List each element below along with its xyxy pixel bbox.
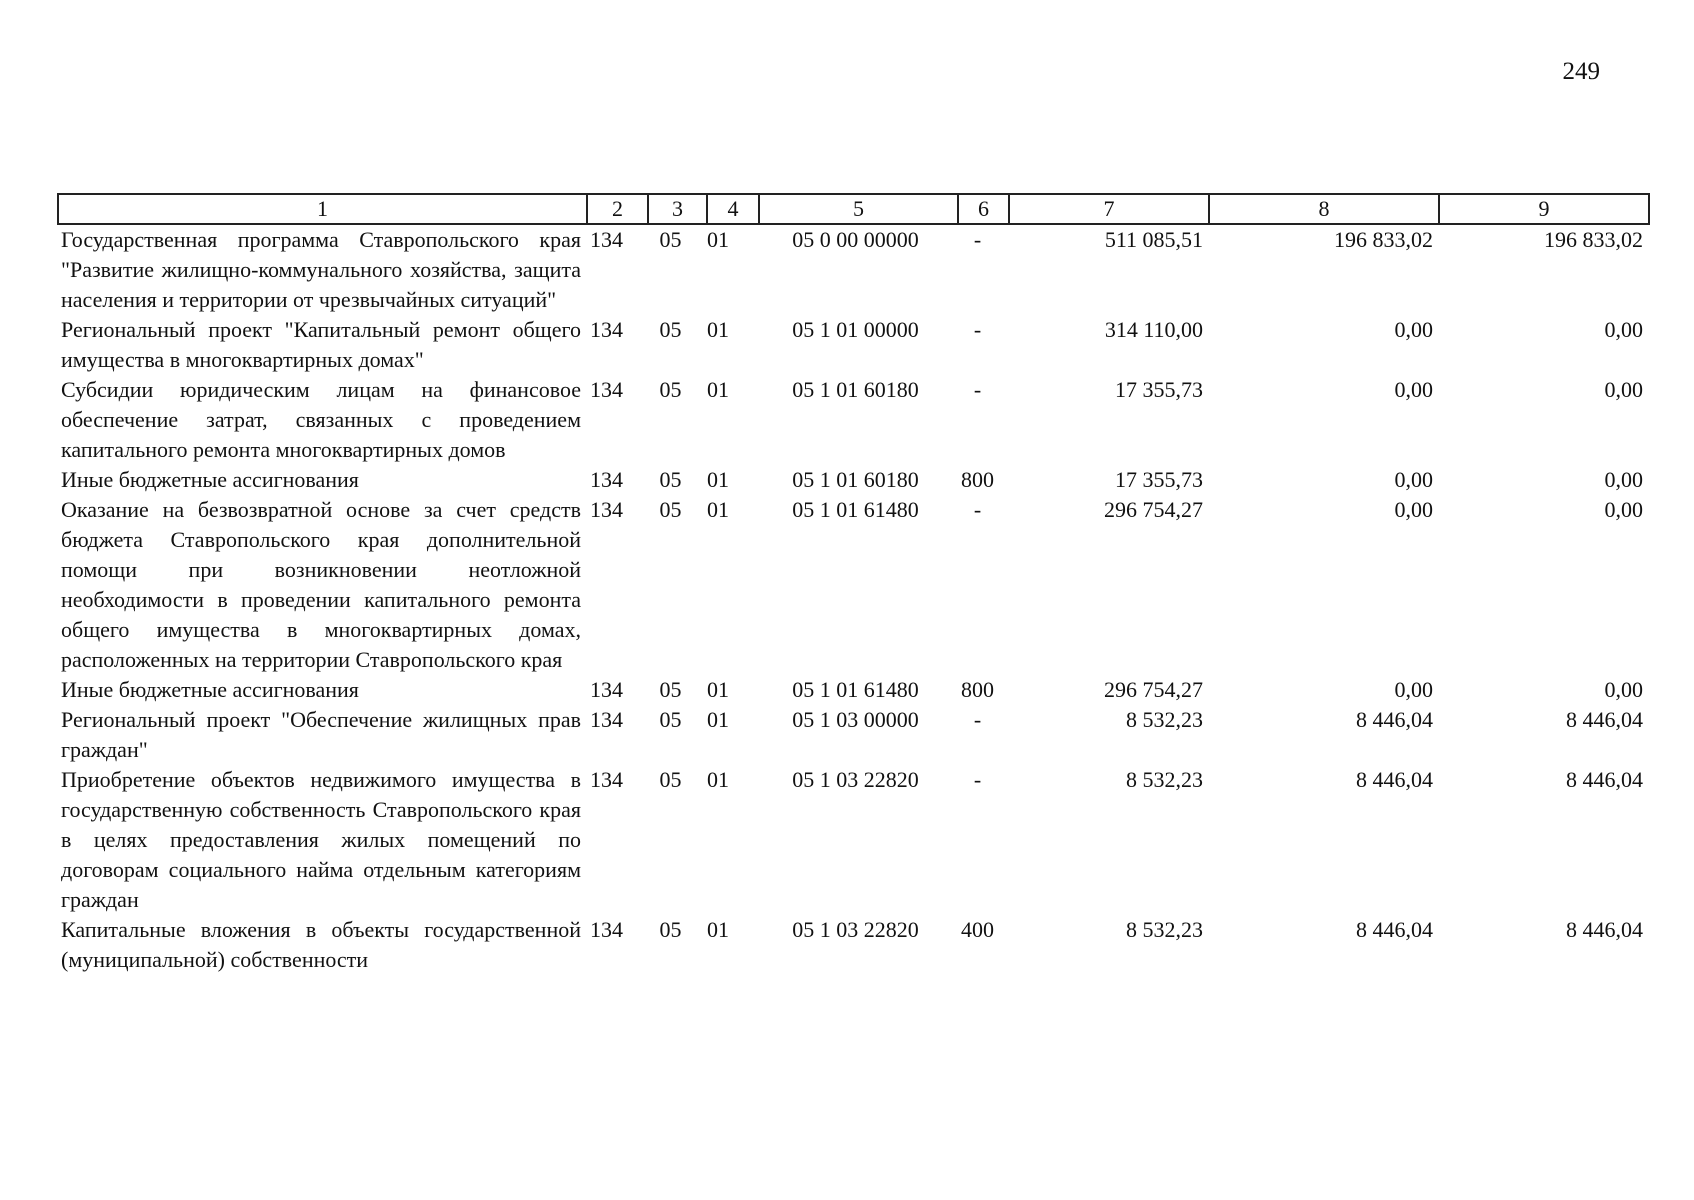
cell-expense-type: -	[973, 377, 982, 402]
cell-expense-type: 800	[961, 677, 994, 702]
cell-expense-type: -	[973, 707, 982, 732]
cell-amount-9: 0,00	[1604, 377, 1643, 402]
row-name: Капитальные вложения в объекты государственной (муниципальной) собственности	[61, 917, 581, 972]
cell-subsection: 01	[707, 497, 729, 522]
column-header-7: 7	[1009, 194, 1209, 224]
cell-amount-7: 8 532,23	[1126, 917, 1203, 942]
cell-admin-code: 134	[590, 467, 623, 492]
cell-amount-7: 296 754,27	[1104, 497, 1203, 522]
cell-subsection: 01	[707, 917, 729, 942]
cell-amount-8: 196 833,02	[1334, 227, 1433, 252]
cell-amount-9: 0,00	[1604, 467, 1643, 492]
cell-subsection: 01	[707, 677, 729, 702]
cell-section: 05	[659, 677, 682, 702]
cell-amount-7: 511 085,51	[1104, 227, 1203, 252]
table-row	[58, 224, 1649, 315]
cell-expense-type: 800	[961, 467, 994, 492]
column-header-5: 5	[759, 194, 958, 224]
table-row	[58, 675, 1649, 705]
column-header-4: 4	[707, 194, 759, 224]
cell-section: 05	[659, 767, 682, 792]
cell-admin-code: 134	[590, 917, 623, 942]
table-body	[58, 224, 1649, 975]
cell-amount-8: 0,00	[1394, 497, 1433, 522]
cell-amount-7: 296 754,27	[1104, 677, 1203, 702]
cell-amount-9: 0,00	[1604, 317, 1643, 342]
cell-amount-7: 8 532,23	[1126, 707, 1203, 732]
cell-amount-8: 8 446,04	[1356, 767, 1433, 792]
table-row	[58, 315, 1649, 375]
cell-admin-code: 134	[590, 227, 623, 252]
table-row	[58, 765, 1649, 915]
page-number: 249	[1562, 58, 1600, 85]
column-header-3: 3	[648, 194, 707, 224]
cell-target-article: 05 1 03 00000	[792, 707, 919, 732]
cell-target-article: 05 1 03 22820	[792, 917, 919, 942]
table-row	[58, 375, 1649, 465]
cell-amount-9: 196 833,02	[1544, 227, 1643, 252]
cell-target-article: 05 1 01 00000	[792, 317, 919, 342]
table-row	[58, 705, 1649, 765]
cell-subsection: 01	[707, 467, 729, 492]
row-name: Региональный проект "Капитальный ремонт общего имущества в многоквартирных домах"	[61, 317, 581, 372]
cell-section: 05	[659, 917, 682, 942]
column-header-6: 6	[958, 194, 1009, 224]
budget-table	[57, 193, 1650, 975]
cell-expense-type: 400	[961, 917, 994, 942]
column-header-2: 2	[587, 194, 648, 224]
row-name: Региональный проект "Обеспечение жилищных прав граждан"	[61, 707, 581, 762]
cell-section: 05	[659, 467, 682, 492]
column-header-9: 9	[1439, 194, 1649, 224]
cell-section: 05	[659, 707, 682, 732]
cell-subsection: 01	[707, 707, 729, 732]
cell-admin-code: 134	[590, 707, 623, 732]
table-row	[58, 915, 1649, 975]
column-header-8: 8	[1209, 194, 1439, 224]
cell-expense-type: -	[973, 767, 982, 792]
row-name: Субсидии юридическим лицам на финансовое обеспечение затрат, связанных с проведением капитального ремонта многоквартирных домов	[61, 377, 581, 462]
cell-amount-7: 17 355,73	[1115, 467, 1203, 492]
cell-amount-7: 314 110,00	[1104, 317, 1203, 342]
cell-amount-9: 8 446,04	[1566, 917, 1643, 942]
table-row	[58, 465, 1649, 495]
row-name: Оказание на безвозвратной основе за счет средств бюджета Ставропольского края дополнительной помощи при возникновении неотложной необходимости в проведении капитального ремонта общего имущества в многоквартирных домах, расположенных на территории Ставропольского края	[61, 497, 581, 672]
cell-amount-7: 17 355,73	[1115, 377, 1203, 402]
cell-amount-8: 8 446,04	[1356, 707, 1433, 732]
cell-amount-8: 0,00	[1394, 377, 1433, 402]
table-row	[58, 495, 1649, 675]
table-header	[58, 194, 1649, 224]
cell-amount-8: 0,00	[1394, 677, 1433, 702]
cell-admin-code: 134	[590, 767, 623, 792]
cell-section: 05	[659, 317, 682, 342]
cell-amount-8: 8 446,04	[1356, 917, 1433, 942]
header-row	[58, 194, 1649, 224]
cell-subsection: 01	[707, 377, 729, 402]
cell-expense-type: -	[973, 497, 982, 522]
cell-section: 05	[659, 227, 682, 252]
cell-subsection: 01	[707, 317, 729, 342]
cell-amount-9: 8 446,04	[1566, 707, 1643, 732]
cell-section: 05	[659, 377, 682, 402]
cell-amount-9: 8 446,04	[1566, 767, 1643, 792]
cell-section: 05	[659, 497, 682, 522]
cell-subsection: 01	[707, 767, 729, 792]
cell-target-article: 05 1 01 61480	[792, 677, 919, 702]
row-name: Государственная программа Ставропольского края "Развитие жилищно-коммунального хозяйства, защита населения и территории от чрезвычайных ситуаций"	[61, 227, 581, 312]
cell-target-article: 05 0 00 00000	[792, 227, 919, 252]
cell-target-article: 05 1 03 22820	[792, 767, 919, 792]
cell-amount-8: 0,00	[1394, 317, 1433, 342]
cell-subsection: 01	[707, 227, 729, 252]
cell-admin-code: 134	[590, 377, 623, 402]
row-name: Иные бюджетные ассигнования	[61, 467, 359, 492]
cell-expense-type: -	[973, 227, 982, 252]
cell-target-article: 05 1 01 61480	[792, 497, 919, 522]
cell-expense-type: -	[973, 317, 982, 342]
column-header-1: 1	[58, 194, 587, 224]
cell-amount-8: 0,00	[1394, 467, 1433, 492]
cell-amount-7: 8 532,23	[1126, 767, 1203, 792]
row-name: Приобретение объектов недвижимого имущества в государственную собственность Ставропольского края в целях предоставления жилых помещений по договорам социального найма отдельным категориям граждан	[61, 767, 581, 912]
cell-target-article: 05 1 01 60180	[792, 467, 919, 492]
row-name: Иные бюджетные ассигнования	[61, 677, 359, 702]
cell-admin-code: 134	[590, 497, 623, 522]
cell-admin-code: 134	[590, 317, 623, 342]
cell-amount-9: 0,00	[1604, 677, 1643, 702]
cell-amount-9: 0,00	[1604, 497, 1643, 522]
cell-admin-code: 134	[590, 677, 623, 702]
cell-target-article: 05 1 01 60180	[792, 377, 919, 402]
